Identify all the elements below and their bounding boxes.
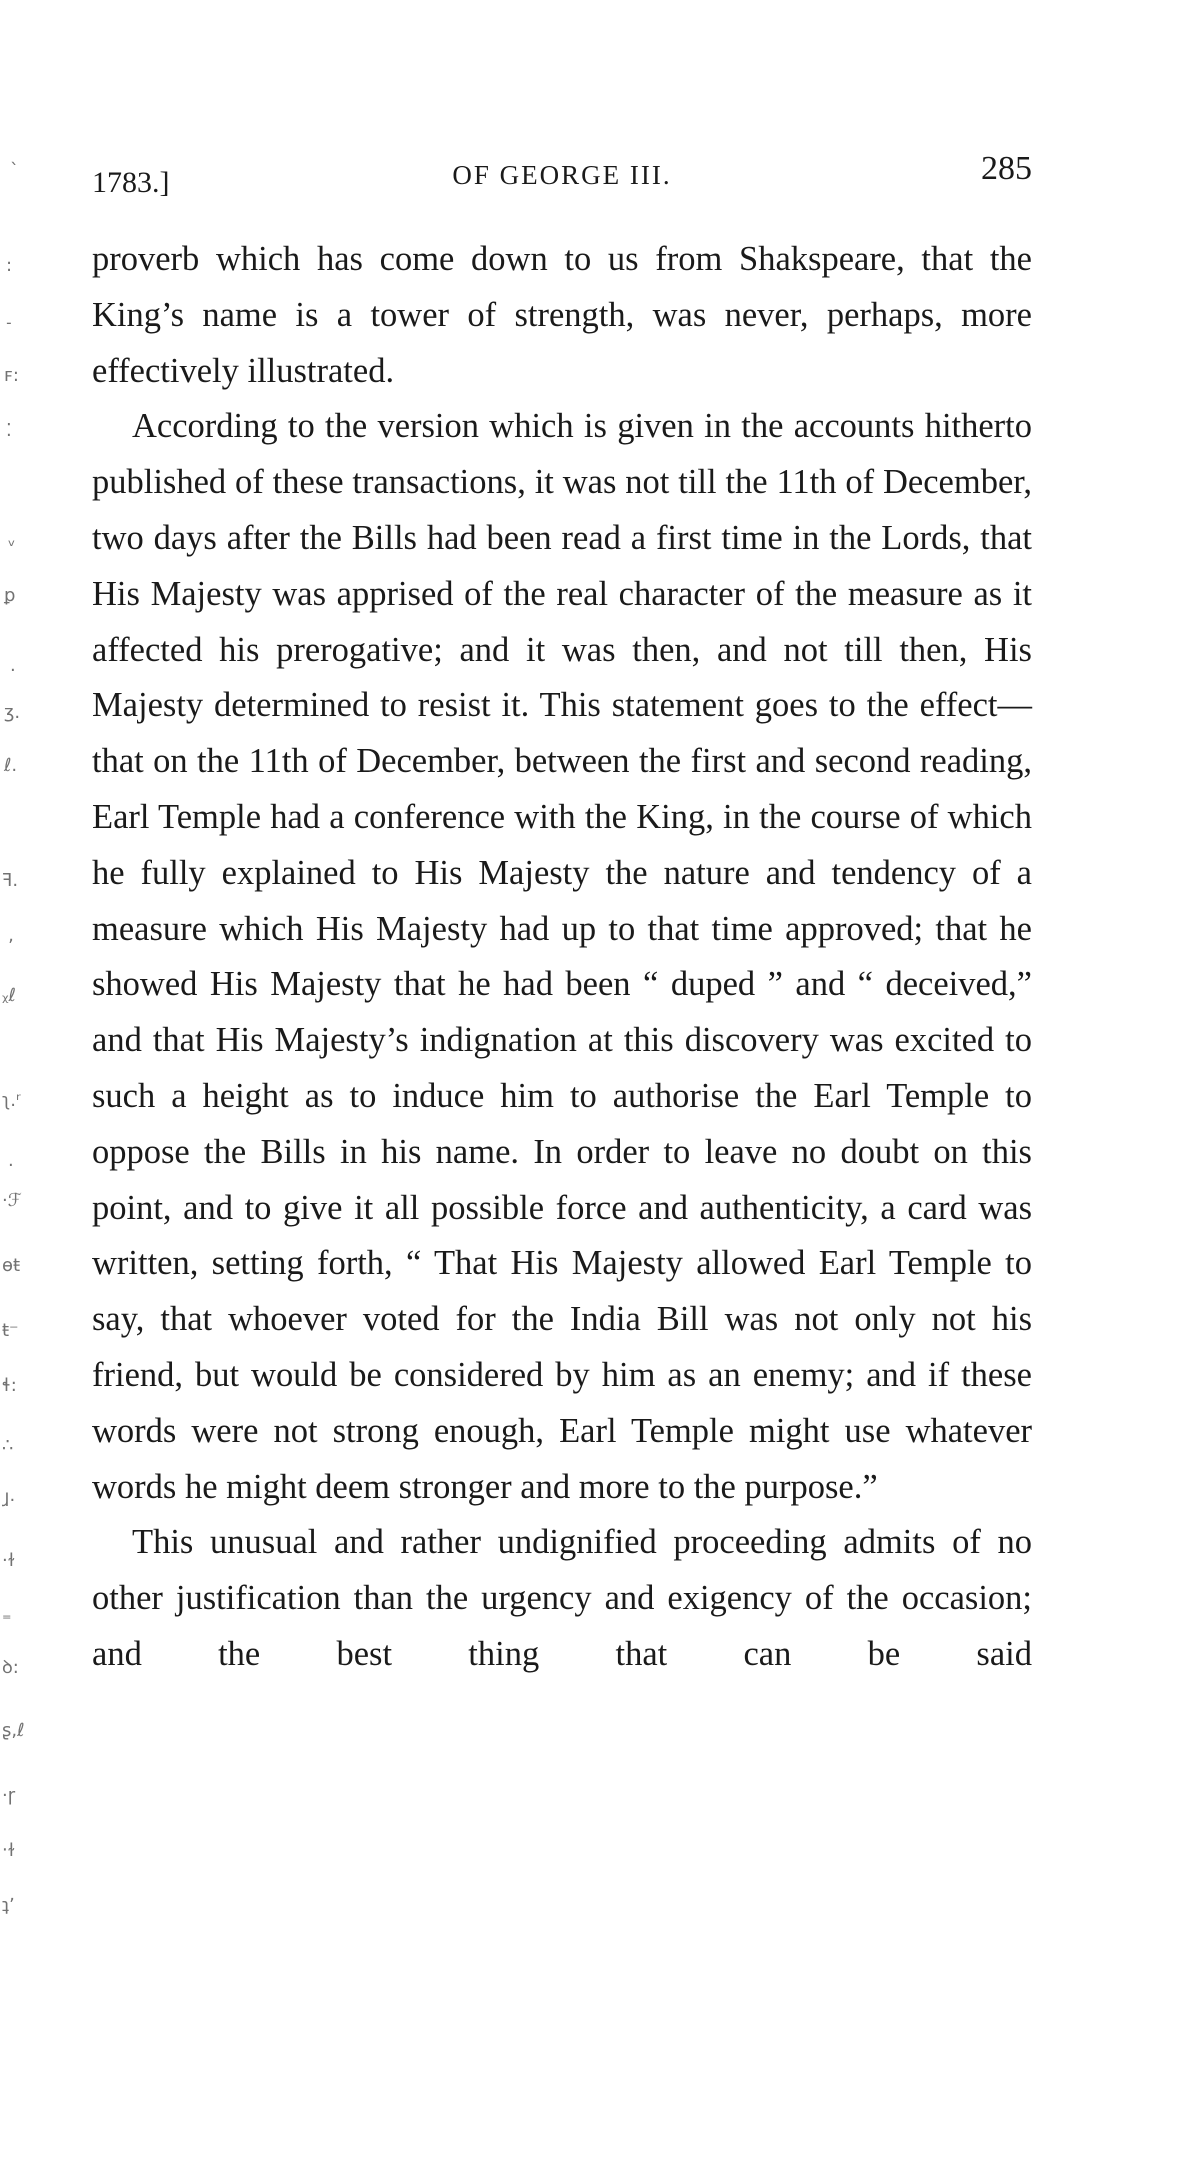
margin-mark: ᵥ bbox=[8, 530, 16, 551]
body-text bbox=[92, 232, 1032, 1683]
margin-mark: ⁼ bbox=[2, 1610, 12, 1631]
margin-mark: ꝺ: bbox=[2, 1657, 19, 1678]
margin-mark: ˗ bbox=[6, 312, 12, 333]
margin-mark: ⁚ bbox=[6, 420, 12, 441]
running-title: OF GEORGE III. bbox=[452, 160, 672, 190]
header-year: 1783.] bbox=[92, 166, 170, 199]
margin-mark: ·ℱ bbox=[2, 1190, 22, 1211]
margin-mark: . bbox=[8, 1150, 14, 1171]
margin-mark: ɬ: bbox=[2, 1375, 17, 1396]
margin-mark: ℓ. bbox=[4, 755, 18, 776]
margin-mark: ·ɼ bbox=[2, 1785, 16, 1806]
margin-mark: ʇʼ bbox=[2, 1895, 15, 1916]
bleed-through-margin bbox=[0, 0, 60, 2166]
margin-mark: ∴ bbox=[2, 1435, 14, 1456]
margin-mark: ‚ bbox=[8, 925, 14, 946]
margin-mark: ‧ɫ bbox=[2, 1840, 15, 1861]
paragraph: According to the version which is given in the accounts hitherto published of these transactions, it was not till the 11th of December, two days after the Bills had been read a first time in the Lords, that His Majesty was apprised of the real character of the measure as it affected his prerogative; and it was then, and not till then, His Majesty determined to resist it. This statement goes to the effect—that on the 11th of December, between the first and second reading, Earl Temple had a conference with the King, in the course of which he fully explained to His Majesty the nature and tendency of a measure which His Majesty had up to that time approved; that he showed His Majesty that he had been “ duped ” and “ deceived,” and that His Majesty’s indignation at this discovery was excited to such a height as to induce him to authorise the Earl Temple to oppose the Bills in his name. In order to leave no doubt on this point, and to give it all possible force and authenticity, a card was written, setting forth, “ That His Majesty allowed Earl Temple to say, that whoever voted for the India Bill was not only not his friend, but would be considered by him as an enemy; and if these words were not strong enough, Earl Temple might use whatever words he might deem stronger and more to the purpose.” bbox=[92, 407, 1032, 1506]
margin-mark: ꜰ: bbox=[4, 365, 19, 386]
margin-mark: ꟻ. bbox=[2, 870, 19, 891]
paragraph: This unusual and rather undignified proceeding admits of no other justification than the urgency and exigency of the occasion; and the best thing that can be said bbox=[92, 1523, 1032, 1673]
margin-mark: ŧ⁻ bbox=[2, 1320, 19, 1341]
margin-mark: . bbox=[10, 655, 16, 676]
page-number: 285 bbox=[981, 150, 1032, 187]
margin-mark: ʅ.ʳ bbox=[2, 1090, 21, 1111]
paragraph-continuation: proverb which has come down to us from Shakspeare, that the King’s name is a tower of strength, was never, perhaps, more effectively illustrated. bbox=[92, 240, 1032, 390]
margin-mark: ɵŧ bbox=[2, 1255, 21, 1276]
margin-mark: ʂ,ℓ bbox=[2, 1720, 25, 1741]
margin-mark: ` bbox=[10, 160, 19, 181]
margin-mark: ꝑ bbox=[4, 585, 16, 606]
margin-mark: : bbox=[6, 255, 13, 276]
margin-mark: ·ɫ bbox=[2, 1550, 15, 1571]
margin-mark: ᵪℓ bbox=[2, 985, 16, 1006]
margin-mark: ɺ· bbox=[2, 1490, 16, 1511]
margin-mark: ʒ. bbox=[4, 702, 21, 723]
running-header bbox=[92, 150, 1032, 200]
